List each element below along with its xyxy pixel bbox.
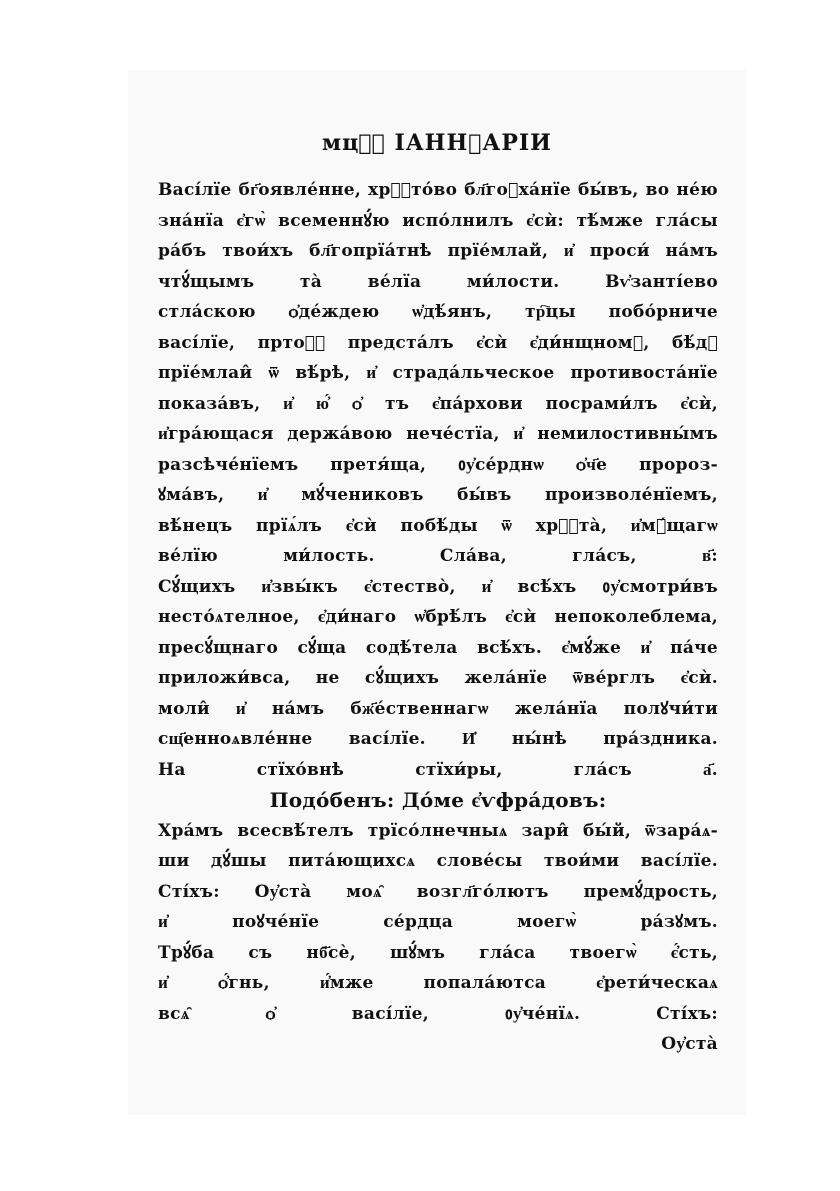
text-line: показа́въ, и҆ ю҆́ ѻ҆ тъ є҆па́рхови посрами́лъ є҆сѝ, (158, 393, 718, 414)
text-line: Сꙋ́щихъ и҆звы́къ є҆стество̀, и҆ всѣ́хъ ᲂу҆смотри́въ (158, 576, 718, 597)
book-page (128, 70, 746, 1115)
text-line: вѣ́нецъ прїѧ́лъ є҆сѝ побѣ́ды ѿ хрⷭ҇та̀, и҆мꙋ́щагѡ (158, 515, 718, 536)
text-line: ве́лїю ми́лость. Сла́ва, гла́съ, в҃: (158, 546, 718, 566)
text-line: Сті́хъ: Оу҆ста̀ моѧ̑ возгл҃го́лютъ премꙋ́дрость, (158, 881, 718, 902)
text-line: Трꙋ́ба съ нб҃сѐ, шꙋ́мъ гла́са твоегѡ̀ є҆́сть, (158, 942, 718, 963)
text-line: разсѣче́нїемъ претя́ща, ᲂу҆се́рднѡ ѻ҆ч҃е пророз- (158, 454, 718, 475)
text-line: и҆гра́ющася держа́вою нече́стїа, и҆ немилостивны́мъ (158, 424, 718, 444)
text-line: сщ҃енноѧвле́нне васі́лїе. И҆ ны́нѣ пра́здника. (158, 729, 718, 749)
text-line: васі́лїе, пртоⷧ҇ предста́лъ є҆сѝ є҆ди́нщномꙋ, бѣ́дꙋ (158, 332, 718, 353)
text-line: и҆ ѻ҆́гнь, и҆́мже попала́ютса є҆рети́ческаѧ (158, 973, 718, 993)
text-line: На стїхо́внѣ стїхи́ры, гла́съ а҃. (158, 759, 718, 780)
text-line: несто́ѧтелное, є҆ди́наго ѡ҆брѣ́лъ є҆сѝ непоколеблема, (158, 607, 718, 627)
text-line: Васі́лїе бг҃оявле́нне, хрⷭ҇то́во бл҃гоꙋха́нїе бы́въ, во не́ю (158, 180, 718, 200)
text-line: чтꙋ́щымъ та̀ ве́лїа ми́лости. Вѵ҆занті́ево (158, 271, 718, 292)
text-line: пресꙋ́щнаго сꙋ́ща содѣ́тела всѣ́хъ. є҆мꙋ́же и҆ па́че (158, 637, 718, 658)
text-line: стла́скою ѻ҆де́ждею ѡ҆дѣ́янъ, тр҇цы побо́рниче (158, 302, 718, 322)
text-line: ра́бъ твои́хъ бл҃гопрїа́тнѣ прїе́млай, и҆ проси́ на́мъ (158, 241, 718, 261)
text-line: и҆ поꙋче́нїе се́рдца моегѡ̀ ра́зꙋмъ. (158, 912, 718, 932)
text-line: Хра́мъ всесвѣ́телъ трїсо́лнечныѧ зари̂ бы́й, ѿзара́ѧ- (158, 820, 718, 841)
text-line: зна́нїа є҆гѡ̀ всеменнꙋ́ю испо́лнилъ є҆сѝ: тѣ́мже гла́сы (158, 210, 718, 231)
text-line: ши дꙋ́шы пита́ющихсѧ слове́сы твои́ми васі́лїе. (158, 851, 718, 871)
text-line: моли̂ и҆ на́мъ бж҃е́ственнагѡ жела́нїа полꙋчи́ти (158, 698, 718, 719)
catchword: Оу҆ста̀ (661, 1034, 718, 1054)
text-line: прїе́млаи̂ ѿ вѣ́рѣ, и҆ страда́льческое противоста́нїе (158, 363, 718, 383)
page-header: мцⷭ҇ ІАННꙊАРІИ (322, 130, 552, 156)
text-line-heading: Подо́бенъ: До́ме є҆ѵфра́довъ: (269, 788, 607, 812)
text-line: ꙋма́въ, и҆ мꙋ́чениковъ бы́въ произволе́нїемъ, (158, 485, 718, 505)
text-line: всѧ̑ ѻ҆ васі́лїе, ᲂу҆че́нїѧ. Сті́хъ: (158, 1003, 718, 1024)
page-body (158, 175, 718, 1060)
text-line: приложи́вса, не сꙋ́щихъ жела́нїе ѿве́рглъ є҆сѝ. (158, 668, 718, 688)
